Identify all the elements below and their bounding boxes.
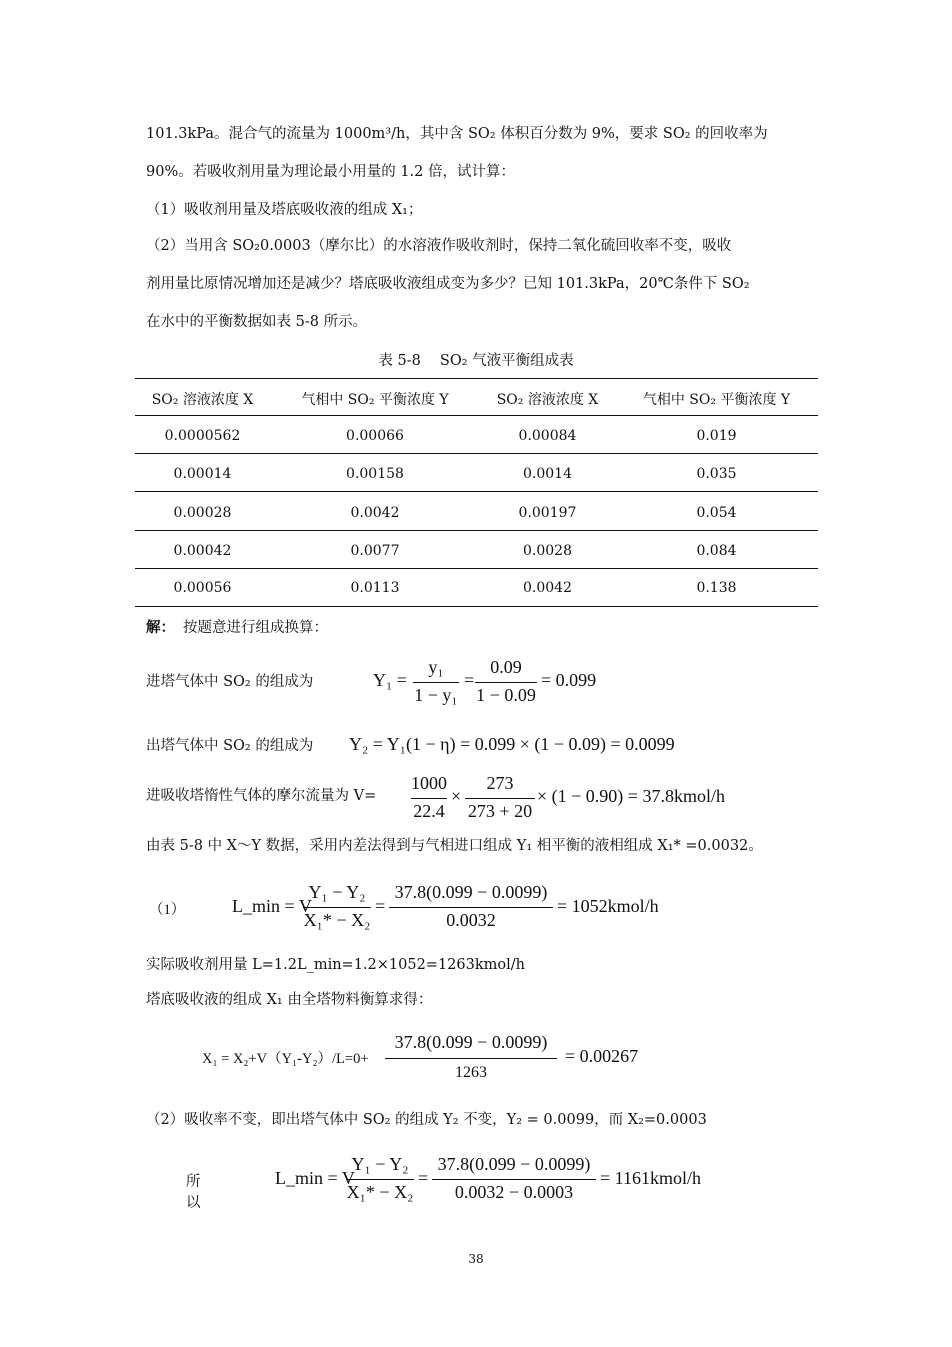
eq5-result: = 0.00267 [565, 1046, 639, 1066]
table-rule [135, 568, 818, 569]
eq1-f1-num: y₁ [428, 657, 444, 677]
eq3-f2-den: 273 + 20 [467, 801, 533, 821]
table-caption: 表 5-8 SO₂ 气液平衡组成表 [378, 353, 574, 369]
eq5-den: 1263 [455, 1064, 487, 1081]
table-cell: 0.00056 [173, 580, 232, 596]
table-cell: 0.138 [696, 580, 737, 596]
table-rule [135, 453, 818, 454]
eq6-tag: 所以 [186, 1174, 201, 1211]
fraction-bar [475, 682, 537, 683]
table-cell: 0.00158 [346, 466, 404, 482]
eq4-tag: （1） [149, 902, 186, 918]
table-header: SO₂ 溶液浓度 X [496, 392, 599, 408]
table-cell: 0.0028 [523, 543, 572, 559]
table-rule [135, 491, 818, 492]
eq3-times: × [451, 786, 462, 806]
eq3-f2-num: 273 [486, 773, 514, 793]
table-header: 气相中 SO₂ 平衡浓度 Y [301, 392, 449, 408]
eq6-f1-den: X₁* − X₂ [346, 1182, 414, 1202]
problem-line-5: 剂用量比原情况增加还是减少？塔底吸收液组成变为多少？已知 101.3kPa，20℃条件下 SO₂ [146, 276, 750, 292]
table-cell: 0.00014 [173, 466, 232, 482]
eq6-lhs: L_min = V [275, 1168, 355, 1188]
table-cell: 0.0113 [350, 580, 400, 596]
table-cell: 0.00066 [346, 428, 404, 444]
fraction-bar [303, 907, 371, 908]
table-cell: 0.0077 [350, 543, 400, 559]
eq4-result: = 1052kmol/h [557, 896, 659, 916]
table-cell: 0.0000562 [164, 428, 241, 444]
eq1-eq: = [464, 670, 475, 690]
fraction-bar [385, 1058, 557, 1059]
table-cell: 0.00028 [173, 505, 232, 521]
table-cell: 0.0042 [523, 580, 572, 596]
eq4-eq: = [375, 896, 386, 916]
problem-line-3: （1）吸收剂用量及塔底吸收液的组成 X₁； [146, 202, 423, 218]
fraction-bar [389, 907, 553, 908]
eq2-expression: Y₂ = Y₁(1 − η) = 0.099 × (1 − 0.09) = 0.0099 [349, 734, 675, 754]
table-cell: 0.00042 [173, 543, 232, 559]
fraction-bar [346, 1179, 414, 1180]
eq1-f1-den: 1 − y₁ [414, 685, 458, 705]
table-cell: 0.054 [696, 505, 737, 521]
table-rule [135, 378, 818, 379]
eq5-num: 37.8(0.099 − 0.0099) [394, 1032, 548, 1052]
eq2-label: 出塔气体中 SO₂ 的组成为 [146, 738, 314, 754]
fraction-bar [432, 1179, 596, 1180]
table-cell: 0.019 [696, 428, 737, 444]
problem-line-4: （2）当用含 SO₂0.0003（摩尔比）的水溶液作吸收剂时，保持二氧化硫回收率不变，吸收 [146, 238, 732, 254]
table-cell: 0.00084 [518, 428, 577, 444]
interpolation-line: 由表 5-8 中 X～Y 数据，采用内差法得到与气相进口组成 Y₁ 相平衡的液相组成 X₁* =0.0032。 [146, 838, 763, 854]
table-rule [135, 606, 818, 607]
problem-line-1: 101.3kPa。混合气的流量为 1000m³/h，其中含 SO₂ 体积百分数为 9%，要求 SO₂ 的回收率为 [146, 126, 768, 142]
problem-line-6: 在水中的平衡数据如表 5-8 所示。 [146, 314, 368, 330]
eq4-f1-den: X₁* − X₂ [303, 910, 371, 930]
eq6-f2-num: 37.8(0.099 − 0.0099) [437, 1154, 591, 1174]
bottom-composition-line: 塔底吸收液的组成 X₁ 由全塔物料衡算求得： [146, 992, 433, 1008]
problem-line-2: 90%。若吸收剂用量为理论最小用量的 1.2 倍，试计算： [146, 164, 516, 180]
eq1-f2-den: 1 − 0.09 [476, 685, 536, 705]
table-cell: 0.0014 [523, 466, 572, 482]
table-cell: 0.035 [696, 466, 737, 482]
eq4-f2-num: 37.8(0.099 − 0.0099) [394, 882, 548, 902]
eq4-f1-num: Y₁ − Y₂ [308, 882, 366, 902]
fraction-bar [465, 798, 535, 799]
eq3-f1-den: 22.4 [413, 801, 445, 821]
fraction-bar [411, 798, 447, 799]
eq4-f2-den: 0.0032 [446, 910, 496, 930]
eq6-f1-num: Y₁ − Y₂ [351, 1154, 409, 1174]
eq3-f1-num: 1000 [411, 773, 447, 793]
eq4-lhs: L_min = V [232, 896, 312, 916]
eq3-result: × (1 − 0.90) = 37.8kmol/h [537, 786, 725, 806]
eq3-label: 进吸收塔惰性气体的摩尔流量为 V= [146, 788, 377, 804]
table-cell: 0.0042 [350, 505, 400, 521]
eq1-f2-num: 0.09 [490, 657, 522, 677]
eq6-f2-den: 0.0032 − 0.0003 [454, 1182, 574, 1202]
table-header: SO₂ 溶液浓度 X [151, 392, 254, 408]
part2-line: （2）吸收率不变，即出塔气体中 SO₂ 的组成 Y₂ 不变，Y₂ = 0.0099，而 X₂=0.0003 [146, 1112, 707, 1128]
eq1-result: = 0.099 [541, 670, 597, 690]
table-cell: 0.00197 [518, 505, 577, 521]
eq6-eq: = [418, 1168, 429, 1188]
eq1-lhs: Y₁ = [373, 670, 407, 690]
solution-label: 解： [146, 619, 175, 636]
table-rule [135, 415, 818, 416]
actual-absorbent-line: 实际吸收剂用量 L=1.2L_min=1.2×1052=1263kmol/h [146, 957, 525, 973]
eq6-result: = 1161kmol/h [600, 1168, 701, 1188]
solution-heading [146, 618, 328, 638]
table-cell: 0.084 [696, 543, 737, 559]
eq5-lhs: X₁ = X₂+V（Y₁-Y₂）/L=0+ [202, 1051, 369, 1067]
fraction-bar [413, 682, 459, 683]
solution-intro: 按题意进行组成换算： [183, 620, 328, 636]
eq1-label: 进塔气体中 SO₂ 的组成为 [146, 674, 314, 690]
table-header: 气相中 SO₂ 平衡浓度 Y [642, 392, 791, 408]
page-number: 38 [468, 1252, 484, 1266]
table-rule [135, 530, 818, 531]
